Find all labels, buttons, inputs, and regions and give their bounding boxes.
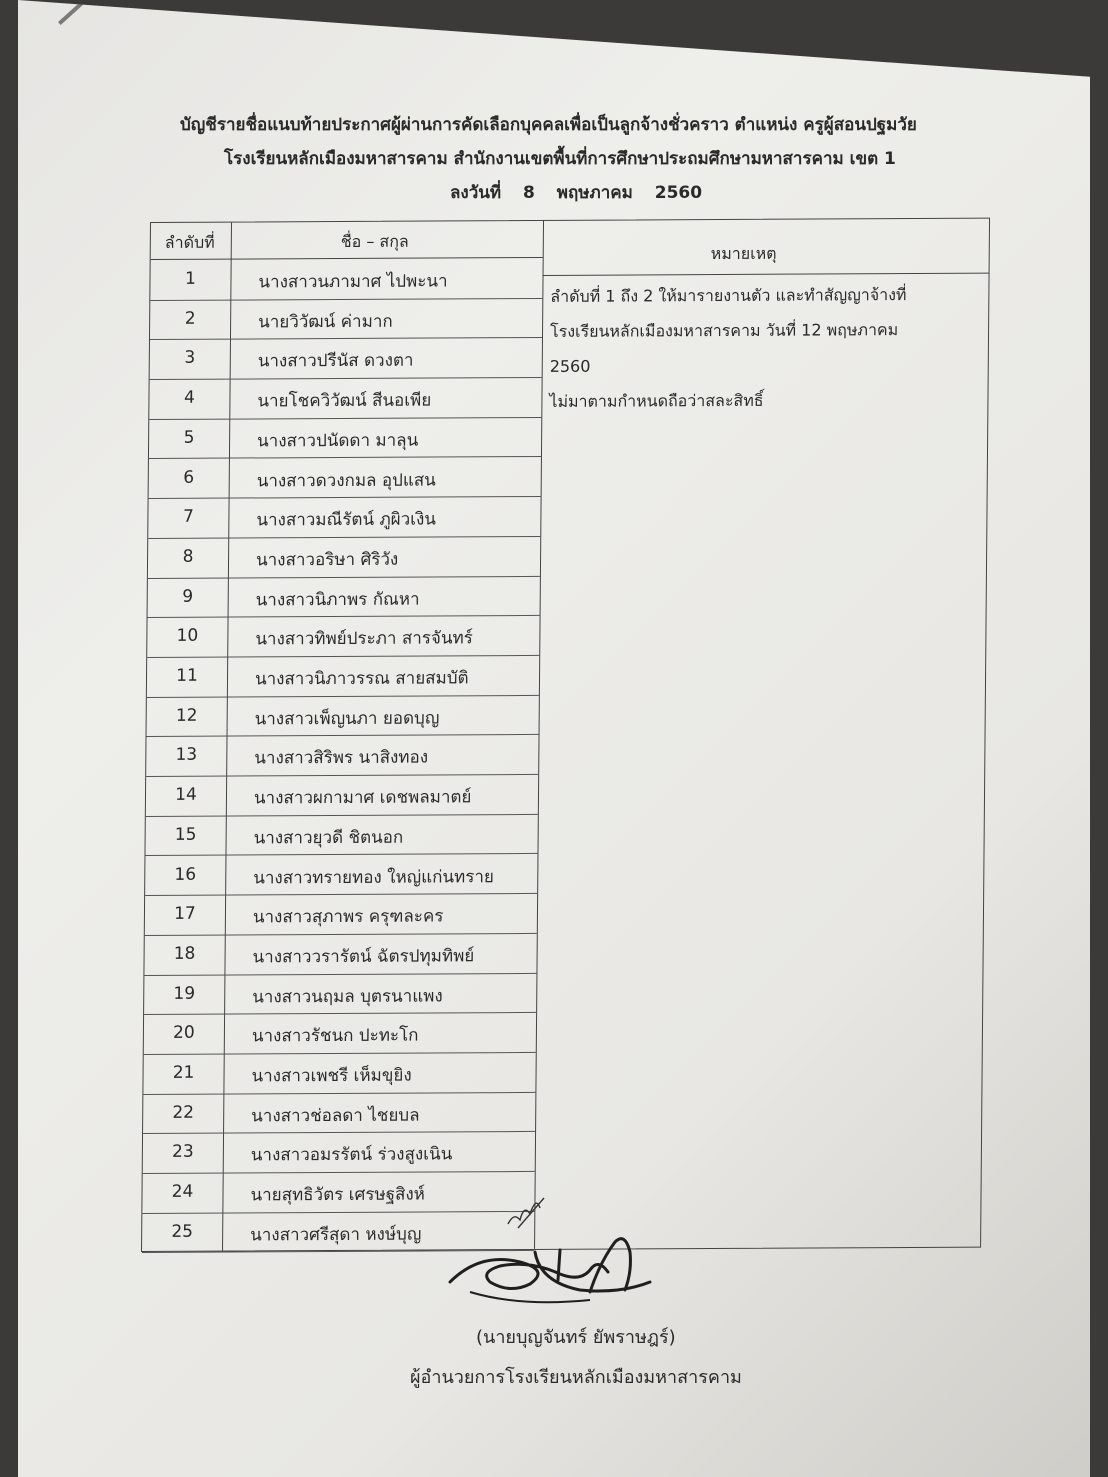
table-row: [143, 1052, 535, 1095]
row-fullname: นางสาวปนัดดา มาลุน: [257, 430, 419, 452]
candidate-table: [141, 218, 990, 1252]
row-fullname: นางสาวดวงกมล อุปแสน: [256, 469, 436, 491]
table-row: [146, 734, 538, 777]
row-fullname: นางสาวเพ็ญนภา ยอดบุญ: [254, 708, 440, 730]
row-number: 20: [173, 1023, 195, 1044]
row-fullname: นางสาวอมรรัตน์ ร่วงสูงเนิน: [250, 1144, 453, 1166]
remark-cell: [549, 277, 980, 419]
row-number: 24: [171, 1181, 194, 1202]
table-row: [143, 1092, 535, 1135]
table-row: [149, 377, 541, 420]
director-signature: [440, 1222, 670, 1312]
table-row: [148, 496, 540, 539]
row-number: 7: [182, 506, 194, 527]
row-number: 16: [174, 864, 197, 885]
header-col-name: ชื่อ – สกุล: [340, 231, 409, 251]
row-number: 14: [175, 784, 197, 805]
row-number: 11: [176, 665, 198, 686]
table-row: [144, 1012, 536, 1055]
row-fullname: นางสาวรัชนก ปะทะโก: [251, 1025, 419, 1047]
row-fullname: นางสาวผกามาศ เดชพลมาตย์: [253, 787, 472, 809]
date-year: 2560: [654, 183, 703, 203]
remark-line: ลำดับที่ 1 ถึง 2 ให้มารายงานตัว และทำสัญญาจ้างที่: [550, 285, 907, 306]
row-fullname: นางสาวปรีนัส ดวงตา: [257, 351, 414, 372]
remark-line: โรงเรียนหลักเมืองมหาสารคาม วันที่ 12 พฤษภาคม: [549, 320, 899, 341]
row-number: 10: [176, 626, 199, 647]
row-number: 4: [183, 387, 195, 408]
table-row: [147, 655, 539, 698]
row-fullname: นางสาวมณีรัตน์ ภูผิวเงิน: [256, 509, 437, 531]
row-fullname: นายวิวัฒน์ ค่ามาก: [258, 311, 393, 333]
table-row: [149, 417, 541, 460]
row-number: 5: [183, 427, 195, 448]
table-row: [145, 814, 537, 857]
header-rule-right: [543, 273, 989, 276]
row-fullname: นางสาวศรีสุดา หงษ์บุญ: [250, 1224, 422, 1246]
row-number: 15: [174, 824, 197, 845]
table-row: [149, 456, 541, 499]
row-fullname: นางสาวนิภาพร กัณหา: [255, 589, 420, 611]
document-header: [150, 108, 970, 210]
remark-line: ไม่มาตามกำหนดถือว่าสละสิทธิ์: [549, 390, 764, 411]
table-row: [144, 973, 536, 1016]
row-number: 21: [172, 1062, 195, 1083]
table-row: [150, 337, 542, 380]
table-row: [145, 853, 537, 896]
row-number: 17: [174, 903, 196, 925]
table-row: [146, 774, 538, 817]
row-fullname: นางสาวนิภาวรรณ สายสมบัติ: [254, 668, 469, 690]
header-col-no: ลำดับที่: [164, 232, 215, 252]
remark-line: 2560: [549, 356, 591, 376]
table-row: [147, 615, 539, 658]
row-fullname: นางสาวอริษา ศิริวัง: [255, 549, 399, 571]
table-row: [150, 298, 542, 341]
row-number: 8: [182, 546, 194, 567]
table-row: [144, 933, 536, 976]
row-fullname: นางสาวทรายทอง ใหญ่แก่นทราย: [253, 866, 494, 888]
row-fullname: นายสุทธิวัตร เศรษฐสิงห์: [250, 1184, 426, 1206]
row-fullname: นายโชควิวัฒน์ สีนอเพีย: [257, 390, 432, 412]
table-row: [148, 576, 540, 619]
row-fullname: นางสาวทิพย์ประภา สารจันทร์: [255, 628, 473, 650]
row-number: 12: [175, 705, 198, 726]
row-fullname: นางสาววรารัตน์ ฉัตรปทุมทิพย์: [252, 946, 475, 968]
header-date-line: [150, 176, 970, 210]
table-header-row: [151, 219, 989, 264]
table-row: [145, 893, 537, 936]
table-row: [143, 1131, 535, 1174]
table-row: [150, 258, 542, 301]
table-row: [147, 695, 539, 738]
row-fullname: นางสาวเพชรี เห็มขุยิง: [251, 1065, 412, 1087]
row-number: 6: [183, 467, 195, 488]
signer-title: ผู้อำนวยการโรงเรียนหลักเมืองมหาสารคาม: [410, 1367, 742, 1388]
row-fullname: นางสาวนฤมล บุตรนาแพง: [252, 986, 443, 1008]
row-number: 22: [172, 1102, 195, 1123]
table-row: [142, 1171, 534, 1214]
row-fullname: นางสาวยุวดี ชิตนอก: [253, 827, 404, 849]
row-number: 9: [182, 586, 194, 607]
row-number: 23: [171, 1142, 194, 1163]
row-fullname: นางสาวสุภาพร ครุฑละคร: [252, 906, 444, 928]
row-number: 2: [184, 308, 196, 329]
row-number: 13: [175, 745, 198, 766]
table-row: [148, 536, 540, 579]
signer-name: (นายบุญจันทร์ ยัพราษฎร์): [476, 1327, 676, 1348]
date-day: 8: [523, 183, 535, 203]
row-fullname: นางสาวสิริพร นาสิงทอง: [254, 747, 429, 769]
row-number: 3: [184, 348, 196, 369]
row-number: 19: [173, 983, 196, 1004]
row-number: 1: [184, 268, 196, 289]
date-prefix: ลงวันที่: [450, 183, 502, 203]
row-fullname: นางสาวช่อลดา ไชยบล: [251, 1105, 420, 1127]
row-number: 18: [173, 943, 196, 964]
header-col-remark: หมายเหตุ: [710, 243, 777, 264]
header-title-line2: โรงเรียนหลักเมืองมหาสารคาม สำนักงานเขตพื้นที่การศึกษาประถมศึกษามหาสารคาม เขต 1: [224, 149, 896, 169]
row-fullname: นางสาวนภามาศ ไปพะนา: [258, 271, 448, 293]
header-title-line1: บัญชีรายชื่อแนบท้ายประกาศผู้ผ่านการคัดเลือกบุคคลเพื่อเป็นลูกจ้างชั่วคราว ตำแหน่ง ครูผู้สอนปฐมวัย: [180, 115, 917, 135]
date-month: พฤษภาคม: [556, 183, 633, 203]
pen-stroke-mark: [58, 0, 172, 25]
row-number: 25: [171, 1221, 194, 1242]
